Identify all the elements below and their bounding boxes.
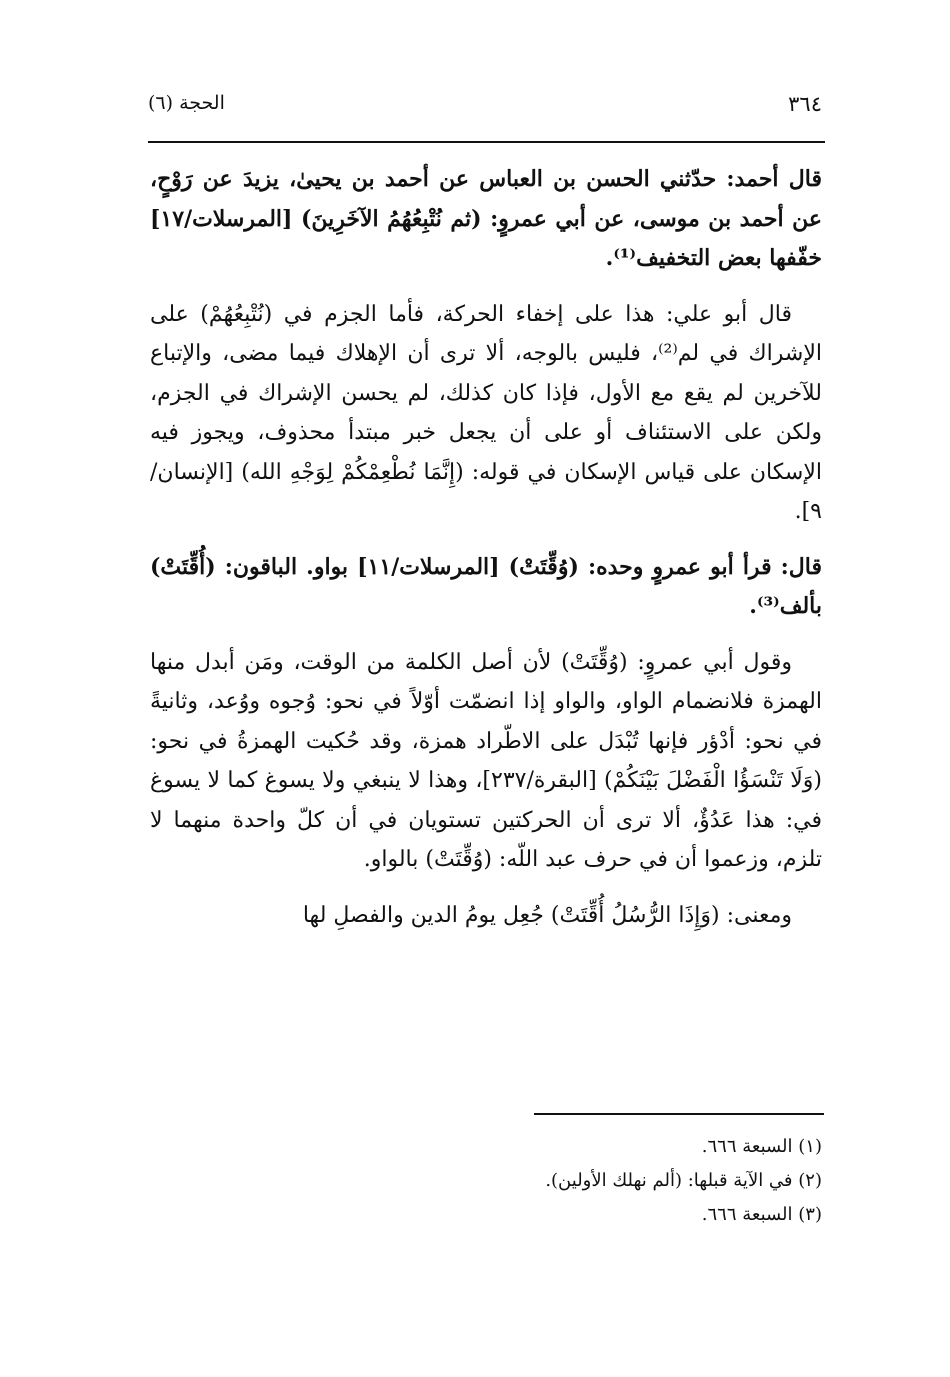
main-text <box>150 160 822 951</box>
footnote-1: (١) السبعة ٦٦٦. <box>701 1136 822 1157</box>
footnote-2: (٢) في الآية قبلها: (ألم نهلك الأولين). <box>545 1170 822 1191</box>
paragraph-2: قال أبو علي: هذا على إخفاء الحركة، فأما الجزم في (نُتْبِعُهُمْ) على الإشراك في لم⁽²⁾، فليس بالوجه، ألا ترى أن الإهلاك فيما مضى، والإتباع للآخرين لم يقع مع الأول، فإذا كان كذلك، لم يحسن الإشراك في الجزم، ولكن على الاستئناف أو على أن يجعل خبر مبتدأ محذوف، ويجوز فيه الإسكان على قياس الإسكان في قوله: (إِنَّمَا نُطْعِمْكُمْ لِوَجْهِ الله) [الإنسان/٩]. <box>150 301 822 524</box>
header-rule <box>148 141 825 143</box>
page-header <box>148 92 822 126</box>
page-number: ٣٦٤ <box>788 92 822 116</box>
footnotes <box>420 1130 822 1232</box>
paragraph-5: ومعنى: (وَإِذَا الرُّسُلُ أُقِّتَتْ) جُعِل يومُ الدين والفصلِ لها <box>302 902 792 928</box>
footnote-3: (٣) السبعة ٦٦٦. <box>701 1204 822 1225</box>
running-title: الحجة (٦) <box>148 92 225 114</box>
paragraph-1: قال أحمد: حدّثني الحسن بن العباس عن أحمد بن يحيىٰ، يزيدَ عن رَوْحٍ، عن أحمد بن موسى، عن أبي عمروٍ: (ثم نُتْبِعُهُمُ الآخَرِينَ) [المرسلات/١٧] خفّفها بعض التخفيف⁽¹⁾. <box>150 166 822 271</box>
paragraph-3: قال: قرأ أبو عمروٍ وحده: (وُقِّتَتْ) [المرسلات/١١] بواو. الباقون: (أُقِّتَتْ) بألف⁽³⁾. <box>150 553 822 619</box>
footnote-rule <box>534 1113 824 1115</box>
paragraph-4: وقول أبي عمروٍ: (وُقِّتَتْ) لأن أصل الكلمة من الوقت، ومَن أبدل منها الهمزة فلانضمام الواو، والواو إذا انضمّت أوّلاً في نحو: وُجوه ووُعد، وثانيةً في نحو: أدْؤر فإنها تُبْدَل على الاطّراد همزة، وقد حُكيت الهمزةُ في نحو: (وَلَا تَنْسَؤُا الْفَضْلَ بَيْنَكُمْ) [البقرة/٢٣٧]، وهذا لا ينبغي ولا يسوغ كما لا يسوغ في: هذا عَدُؤٌ، ألا ترى أن الحركتين تستويان في أن كلّ واحدة منهما لا تلزم، وزعموا أن في حرف عبد اللّه: (وُقِّتَتْ) بالواو. <box>150 649 822 872</box>
